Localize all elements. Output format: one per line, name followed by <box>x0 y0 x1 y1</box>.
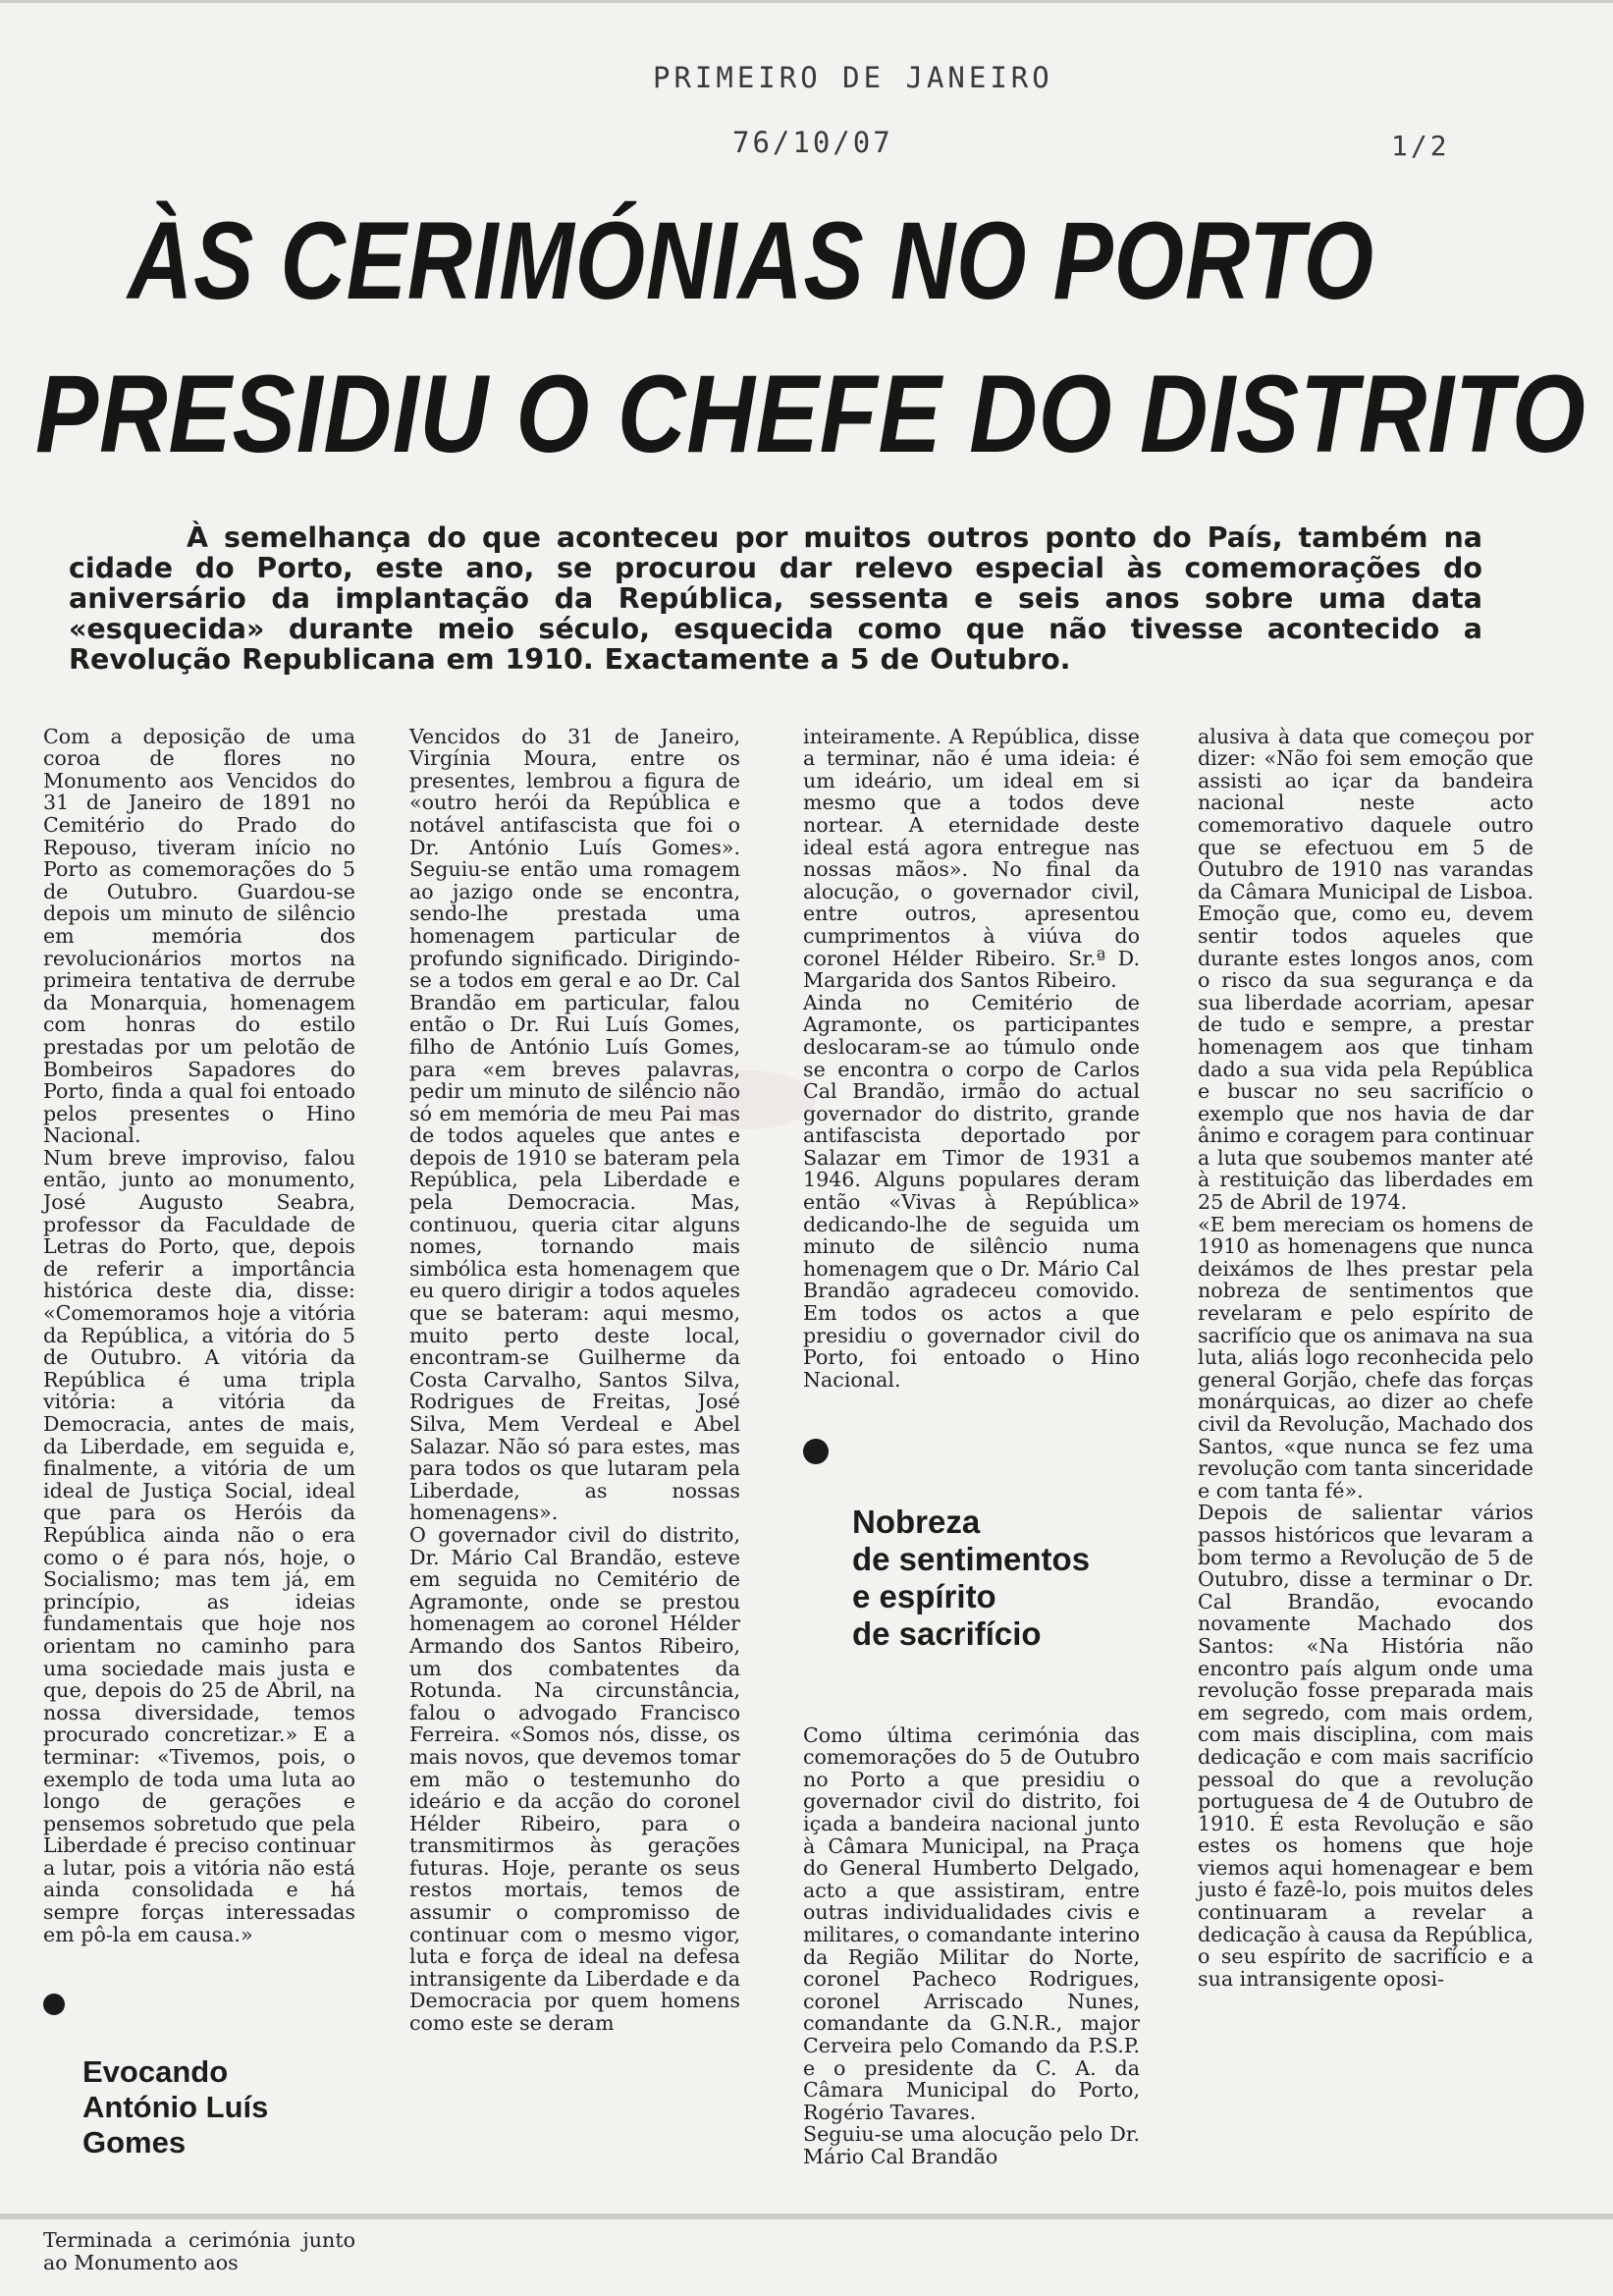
subheading-text: Evocando António Luís Gomes <box>82 2053 269 2159</box>
date-stamp: 76/10/07 <box>732 126 893 159</box>
column-1-text: Com a deposição de uma coroa de flores no Monumento aos Vencidos do 31 de Janeiro de 1891 no Cemitério do Prado do Repouso, tiveram início no Porto as comemorações do 5 de Outubro. Guardou-se depois um minuto de silêncio em memória dos revolucionários mortos na primeira tentativa de derrube da Monarquia, homenagem com honras do estilo prestadas por um pelotão de Bombeiros Sapadores do Porto, finda a qual foi entoado pelos presentes o Hino Nacional. Num breve improviso, falou então, junto ao monumento, José Augusto Seabra, professor da Faculdade de Letras do Porto, que, depois de referir a importância histórica deste dia, disse: «Comemoramos hoje a vitória da República, a vitória do 5 de Outubro. A vitória da República é uma tripla vitória: a vitória da Democracia, antes de mais, da Liberdade, em seguida e, finalmente, a vitória de um ideal de Justiça Social, ideal que para os Heróis da República ainda não o era como o é para nós, hoje, o Socialismo; mas tem já, em princípio, as ideias fundamentais que hoje nos orientam no caminho para uma sociedade mais justa e que, depois do 25 de Abril, na nossa diversidade, temos procurado concretizar.» E a terminar: «Tivemos, pois, o exemplo de toda uma luta ao longo de gerações e pensemos sobretudo que pela Liberdade é preciso continuar a lutar, pois a vitória não está ainda consolidada e há sempre forças interessadas em pô-la em causa.» <box>43 724 355 1946</box>
column-1-text-2: Terminada a cerimónia junto ao Monumento aos <box>43 2228 355 2275</box>
subheading-text: Nobreza de sentimentos e espírito de sacrifício <box>852 1503 1091 1652</box>
headline-line-1: ÀS CERIMÓNIAS NO PORTO <box>128 199 1374 322</box>
column-4 <box>1198 703 1533 2012</box>
bullet-icon <box>43 1994 65 2015</box>
headline-line-2: PRESIDIU O CHEFE DO DISTRITO <box>35 353 1586 475</box>
column-3-text: inteiramente. A República, disse a terminar, não é uma ideia: é um ideário, um ideal em si mesmo que a todos deve nortear. A eternidade deste ideal está agora entregue nas nossas mãos». No final da alocução, o governador civil, entre outros, apresentou cumprimentos à viúva do coronel Hélder Ribeiro. Sr.ª D. Margarida dos Santos Ribeiro. Ainda no Cemitério de Agramonte, os participantes deslocaram-se ao túmulo onde se encontra o corpo de Carlos Cal Brandão, irmão do actual governador do distrito, grande antifascista deportado por Salazar em Timor de 1931 a 1946. Alguns populares deram então «Vivas à República» dedicando-lhe de seguida um minuto de silêncio numa homenagem que o Dr. Mário Cal Brandão agradeceu comovido. Em todos os actos a que presidiu o governador civil do Porto, foi entoado o Hino Nacional. <box>803 724 1140 1392</box>
top-edge <box>0 0 1613 3</box>
lead-paragraph: À semelhança do que aconteceu por muitos outros ponto do País, também na cidade do Porto, este ano, se procurou dar relevo especial às comemorações do aniversário da implantação da República, sessenta e seis anos sobre uma data «esquecida» durante meio século, esquecida como que não tivesse acontecido a Revolução Republicana em 1910. Exactamente a 5 de Outubro. <box>69 521 1482 676</box>
column-3-text-2: Como última cerimónia das comemorações do 5 de Outubro no Porto a que presidiu o governador civil do distrito, foi içada a bandeira nacional junto à Câmara Municipal, na Praça do General Humberto Delgado, acto a que assistiram, entre outras individualidades civis e militares, o comandante interino da Região Militar do Norte, coronel Pacheco Rodrigues, coronel Arriscado Nunes, comandante da G.N.R., major Cerveira pelo Comando da P.S.P. e o presidente da C. A. da Câmara Municipal do Porto, Rogério Tavares. Seguiu-se uma alocução pelo Dr. Mário Cal Brandão <box>803 1722 1140 2168</box>
source-label: PRIMEIRO DE JANEIRO <box>653 61 1053 94</box>
subheading-nobreza <box>803 1429 1140 1690</box>
paper-smudge <box>677 1070 815 1129</box>
column-1 <box>43 703 355 2296</box>
page-number: 1/2 <box>1391 130 1450 162</box>
column-2-text: Vencidos do 31 de Janeiro, Virgínia Moura, entre os presentes, lembrou a figura de «outro herói da República e notável antifascista que foi o Dr. António Luís Gomes». Seguiu-se então uma romagem ao jazigo onde se encontra, sendo-lhe prestada uma homenagem particular de profundo significado. Dirigindo-se a todos em geral e ao Dr. Cal Brandão em particular, falou então o Dr. Rui Luís Gomes, filho de António Luís Gomes, para «em breves palavras, pedir um minuto de silêncio não só em memória de meu Pai mas de todos aqueles que antes e depois de 1910 se bateram pela República, pela Liberdade e pela Democracia. Mas, continuou, queria citar alguns nomes, tornando mais simbólica esta homenagem que eu quero dirigir a todos aqueles que se bateram: aqui mesmo, muito perto deste local, encontram-se Guilherme da Costa Carvalho, Santos Silva, Rodrigues de Freitas, José Silva, Mem Verdeal e Abel Salazar. Não só para estes, mas para todos os que lutaram pela Liberdade, as nossas homenagens». O governador civil do distrito, Dr. Mário Cal Brandão, esteve em seguida no Cemitério de Agramonte, onde se prestou homenagem ao coronel Hélder Armando dos Santos Ribeiro, um dos combatentes da Rotunda. Na circunstância, falou o advogado Francisco Ferreira. «Somos nós, disse, os mais novos, que devemos tomar em mão o testemunho do ideário e da acção do coronel Hélder Ribeiro, para o transmitirmos às gerações futuras. Hoje, perante os seus restos mortais, temos de assumir o compromisso de continuar com o mesmo vigor, luta e força de ideal na defesa intransigente da Liberdade e da Democracia por quem homens como este se deram <box>409 724 740 2036</box>
subheading-evocando <box>43 1984 355 2196</box>
column-2 <box>409 703 740 2056</box>
bullet-icon <box>803 1439 829 1464</box>
column-4-text: alusiva à data que começou por dizer: «Não foi sem emoção que assisti ao içar da bandeira nacional neste acto comemorativo daquele outro que se efectuou em 5 de Outubro de 1910 nas varandas da Câmara Municipal de Lisboa. Emoção que, como eu, devem sentir todos aqueles que durante estes longos anos, com o risco da sua segurança e da sua liberdade acorriam, apesar de tudo e sempre, a prestar homenagem aos que tinham dado a sua vida pela República e buscar no seu sacrifício o exemplo que nos havia de dar ânimo e coragem para continuar a luta que soubemos manter até à restituição das liberdades em 25 de Abril de 1974. «E bem mereciam os homens de 1910 as homenagens que nunca deixámos de lhes prestar pela nobreza de sentimentos que revelaram e pelo espírito de sacrifício que os animava na sua luta, aliás logo reconhecida pelo general Gorjão, chefe das forças monárquicas, ao dizer ao chefe civil da Revolução, Machado dos Santos, «que nunca se fez uma revolução com tanta sinceridade e com tanta fé». Depois de salientar vários passos históricos que levaram a bom termo a Revolução de 5 de Outubro, disse a terminar o Dr. Cal Brandão, evocando novamente Machado dos Santos: «Na História não encontro país algum onde uma revolução fosse preparada mais em segredo, com mais ordem, com mais disciplina, com mais dedicação e com mais sacrifício pessoal do que a revolução portuguesa de 4 de Outubro de 1910. É esta Revolução e são estes os homens que hoje viemos aqui homenagear e bem justo é fazê-lo, pois muitos deles continuaram a revelar a dedicação à causa da República, o seu espírito de sacrifício e a sua intransigente oposi- <box>1198 724 1533 1991</box>
bottom-edge <box>0 2214 1613 2219</box>
column-3 <box>803 703 1140 2190</box>
